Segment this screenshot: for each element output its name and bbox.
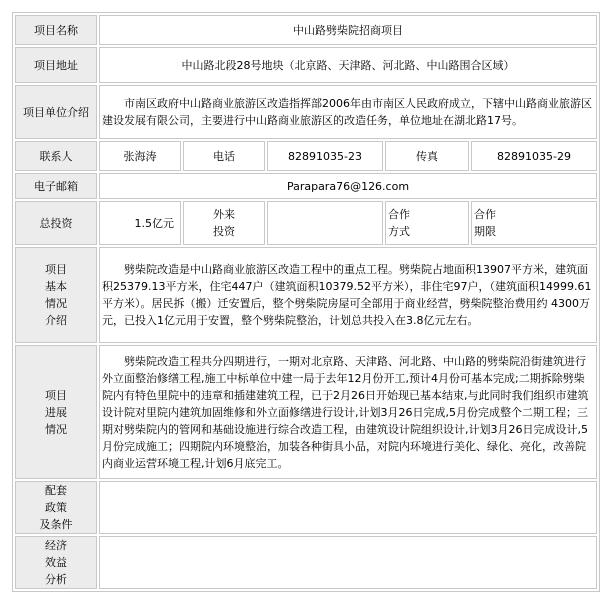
- row-policy: [15, 481, 597, 534]
- basic-info-label-2: 基本: [45, 280, 67, 293]
- benefit-label-3: 分析: [45, 573, 67, 586]
- email-value: Parapara76@126.com: [99, 173, 597, 199]
- project-unit-value: [99, 85, 597, 139]
- row-email: [15, 173, 597, 199]
- basic-info-text: 劈柴院改造是中山路商业旅游区改造工程中的重点工程。劈柴院占地面积13907平方米，建筑面积25379.13平方米，住宅447户（建筑面积10379.52平方米），非住宅97户，（建筑面积14999.61平方米）。居民拆（搬）迁安置后，整个劈柴院房屋可全部用于商业经营，劈柴院整治费用约 4300万元，已投入1亿元用于安置，整个劈柴院整治，计划总共投入在3.8亿元左右。: [102, 263, 592, 327]
- row-investment: [15, 201, 597, 245]
- cooperation-mode-label-2: 方式: [388, 225, 410, 238]
- foreign-investment-label-2: 投资: [213, 225, 235, 238]
- project-unit-label: 项目单位介绍: [15, 85, 97, 139]
- policy-label: [15, 481, 97, 534]
- cooperation-mode-label: [385, 201, 469, 245]
- progress-value: [99, 345, 597, 479]
- fax-label: 传真: [385, 141, 469, 171]
- foreign-investment-value: [267, 201, 383, 245]
- basic-info-label-4: 介绍: [45, 314, 67, 327]
- benefit-label: [15, 536, 97, 589]
- progress-label-3: 情况: [45, 422, 67, 436]
- cooperation-term-label-1: 合作: [474, 208, 496, 221]
- policy-value: [99, 481, 597, 534]
- policy-label-1: 配套: [45, 484, 67, 497]
- phone-label: 电话: [183, 141, 265, 171]
- progress-label-2: 进展: [45, 405, 67, 419]
- phone-value: 82891035-23: [267, 141, 383, 171]
- email-label: 电子邮箱: [15, 173, 97, 199]
- project-address-label: 项目地址: [15, 47, 97, 83]
- row-project-name: [15, 15, 597, 45]
- cooperation-mode-label-1: 合作: [388, 208, 410, 221]
- policy-label-3: 及条件: [39, 518, 73, 531]
- row-project-unit: [15, 85, 597, 139]
- basic-info-label: [15, 247, 97, 343]
- row-basic-info: [15, 247, 597, 343]
- project-address-value: 中山路北段28号地块（北京路、天津路、河北路、中山路围合区域）: [99, 47, 597, 83]
- project-name-label: 项目名称: [15, 15, 97, 45]
- foreign-investment-label-1: 外来: [213, 208, 235, 221]
- project-info-table: [12, 12, 600, 592]
- cooperation-term-label: [471, 201, 597, 245]
- row-contact: [15, 141, 597, 171]
- foreign-investment-label: [183, 201, 265, 245]
- fax-value: 82891035-29: [471, 141, 597, 171]
- row-progress: [15, 345, 597, 479]
- cooperation-term-label-2: 期限: [474, 225, 496, 238]
- row-project-address: [15, 47, 597, 83]
- investment-label: 总投资: [15, 201, 97, 245]
- basic-info-label-1: 项目: [45, 263, 67, 276]
- contact-person: 张海涛: [99, 141, 181, 171]
- contact-label: 联系人: [15, 141, 97, 171]
- policy-label-2: 政策: [45, 501, 67, 514]
- investment-value: 1.5亿元: [99, 201, 181, 245]
- row-benefit: [15, 536, 597, 589]
- project-name-value: 中山路劈柴院招商项目: [99, 15, 597, 45]
- benefit-label-1: 经济: [45, 539, 67, 552]
- progress-text: 劈柴院改造工程共分四期进行，一期对北京路、天津路、河北路、中山路的劈柴院沿街建筑进行外立面整治修缮工程,施工中标单位中建一局于去年12月份开工,预计4月份可基本完成;二期拆除劈柴院内有特色里院中的违章和插建建筑工程，已于2月26日开始现已基本结束,与此同时我们组织市建筑设计院对里院内建筑加固维修和外立面修缮进行设计,计划3月26日完成,5月份完成整个二期工程；三期对劈柴院内的管网和基础设施进行综合改造工程，由建筑设计院组织设计,计划3月26日完成设计,5月份完成施工；四期院内环境整治，加装各种街具小品，对院内环境进行美化、绿化、亮化，改善院内商业运营环境工程,计划6月底完工。: [102, 354, 589, 470]
- benefit-label-2: 效益: [45, 556, 67, 569]
- progress-label: [15, 345, 97, 479]
- basic-info-label-3: 情况: [45, 297, 67, 310]
- project-unit-text: 市南区政府中山路商业旅游区改造指挥部2006年由市南区人民政府成立，下辖中山路商业旅游区建设发展有限公司，主要进行中山路商业旅游区的改造任务，单位地址在湖北路17号。: [102, 97, 592, 127]
- basic-info-value: [99, 247, 597, 343]
- progress-label-1: 项目: [45, 388, 67, 402]
- benefit-value: [99, 536, 597, 589]
